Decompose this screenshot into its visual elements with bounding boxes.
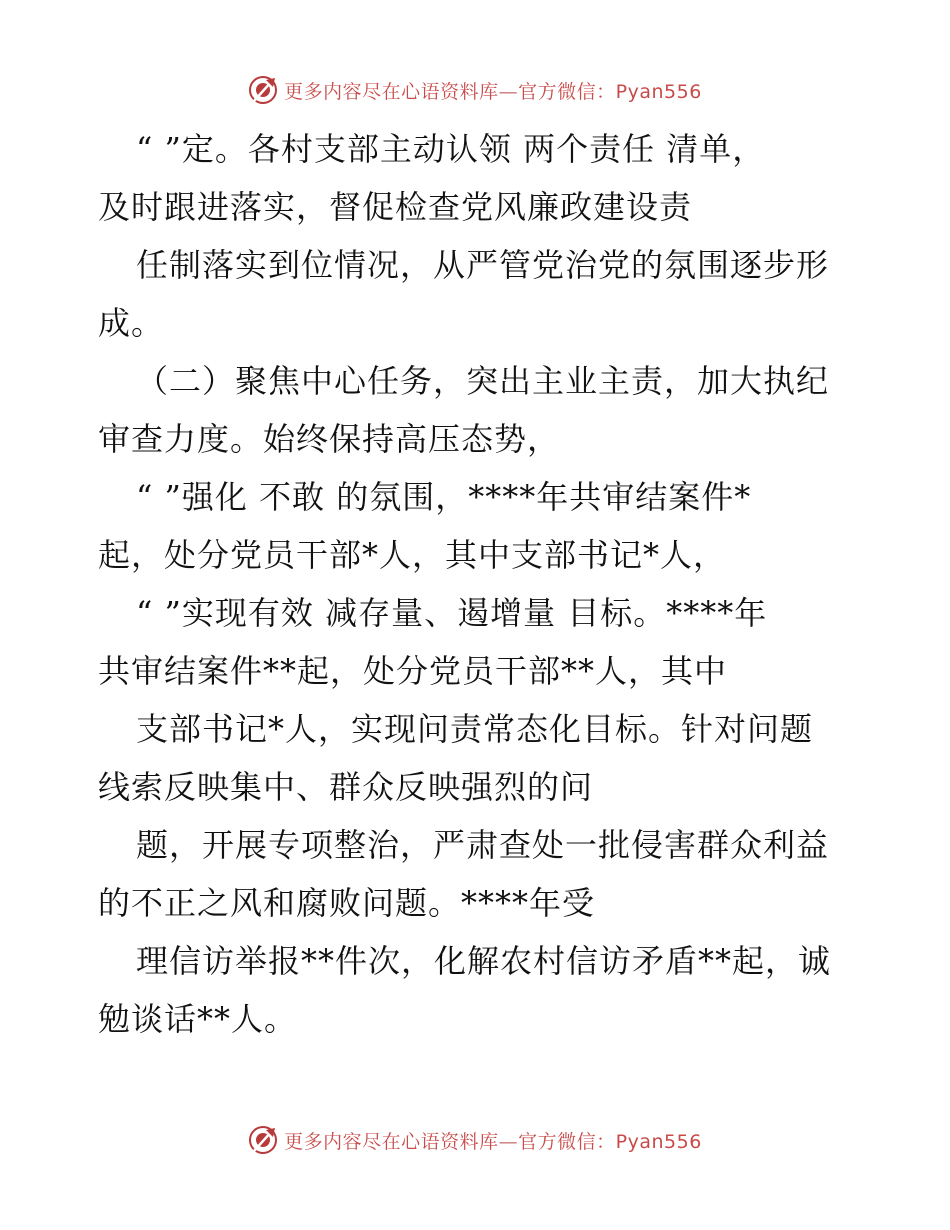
text-line: 任制落实到位情况，从严管党治党的氛围逐步形: [136, 246, 830, 284]
text-line: 勉谈话**人。: [98, 1000, 298, 1038]
header-watermark: [0, 70, 950, 110]
footer-watermark: [0, 1120, 950, 1160]
text-line: 成。: [98, 304, 165, 342]
text-line: 共审结案件**起，处分党员干部**人，其中: [98, 652, 728, 690]
text-line: “ ”实现有效 减存量、遏增量 目标。****年: [136, 594, 768, 632]
text-line: 及时跟进落实，督促检查党风廉政建设责: [98, 188, 693, 226]
text-line: 审查力度。始终保持高压态势，: [98, 420, 561, 458]
text-line: “ ”强化 不敢 的氛围，****年共审结案件*: [136, 478, 752, 516]
text-line: 线索反映集中、群众反映强烈的问: [98, 768, 594, 806]
watermark-text: 更多内容尽在心语资料库—官方微信：Pyan556: [284, 1130, 702, 1153]
text-line: （二）聚焦中心任务，突出主业主责，加大执纪: [136, 362, 830, 400]
text-line: 起，处分党员干部*人，其中支部书记*人，: [98, 536, 727, 574]
document-body: [98, 120, 858, 1048]
text-line: 支部书记*人，实现问责常态化目标。针对问题: [136, 710, 814, 748]
text-line: 理信访举报**件次，化解农村信访矛盾**起，诚: [136, 942, 832, 980]
text-line: 的不正之风和腐败问题。****年受: [98, 884, 596, 922]
text-line: 题，开展专项整治，严肃查处一批侵害群众利益: [136, 826, 830, 864]
pen-logo-icon: [248, 1125, 278, 1155]
pen-logo-icon: [248, 75, 278, 105]
text-line: “ ”定。各村支部主动认领 两个责任 清单，: [136, 130, 766, 168]
watermark-text: 更多内容尽在心语资料库—官方微信：Pyan556: [284, 80, 702, 103]
